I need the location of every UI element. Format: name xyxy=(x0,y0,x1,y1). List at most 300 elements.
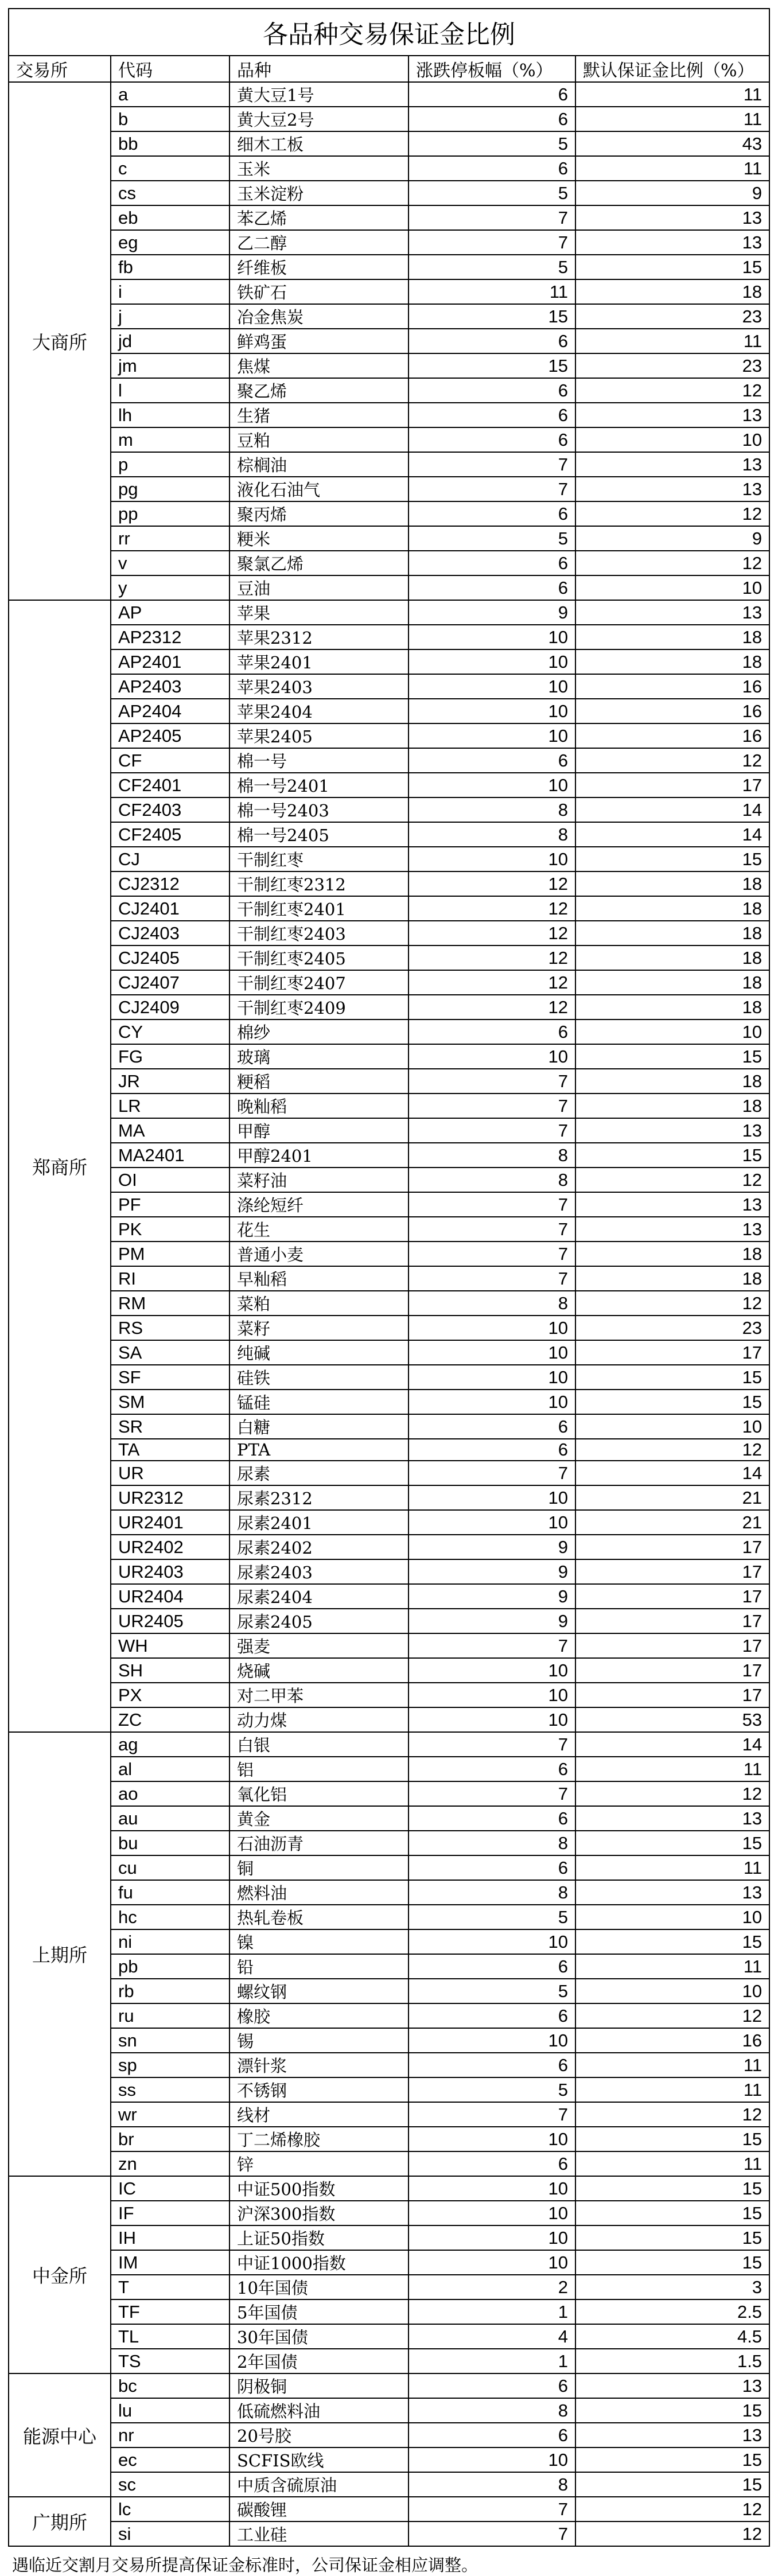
table-row xyxy=(9,205,769,230)
limit-cell: 6 xyxy=(409,107,575,131)
code-cell: fb xyxy=(111,255,229,279)
table-row xyxy=(9,2324,769,2349)
code-cell: TA xyxy=(111,1439,229,1461)
product-cell: 苹果2312 xyxy=(229,625,409,649)
product-cell: 粳米 xyxy=(229,526,409,551)
code-cell: m xyxy=(111,427,229,452)
page-title: 各品种交易保证金比例 xyxy=(9,9,769,56)
margin-cell: 13 xyxy=(575,477,769,501)
limit-cell: 10 xyxy=(409,1510,575,1535)
limit-cell: 7 xyxy=(409,2102,575,2127)
product-cell: 干制红枣2405 xyxy=(229,945,409,970)
margin-cell: 11 xyxy=(575,1954,769,1979)
table-row xyxy=(9,1044,769,1069)
product-cell: 20号胶 xyxy=(229,2423,409,2447)
code-cell: ru xyxy=(111,2003,229,2028)
product-cell: 强麦 xyxy=(229,1633,409,1658)
margin-cell: 18 xyxy=(575,279,769,304)
margin-cell: 12 xyxy=(575,1439,769,1461)
code-cell: b xyxy=(111,107,229,131)
limit-cell: 6 xyxy=(409,427,575,452)
table-row xyxy=(9,378,769,403)
product-cell: SCFIS欧线 xyxy=(229,2447,409,2472)
product-cell: 阴极铜 xyxy=(229,2373,409,2398)
margin-cell: 17 xyxy=(575,1340,769,1365)
table-row xyxy=(9,1461,769,1485)
code-cell: UR2405 xyxy=(111,1609,229,1633)
exchange-cell: 郑商所 xyxy=(9,600,111,1732)
limit-cell: 10 xyxy=(409,2447,575,2472)
table-row xyxy=(9,2225,769,2250)
table-row xyxy=(9,2373,769,2398)
product-cell: 尿素2403 xyxy=(229,1559,409,1584)
margin-cell: 17 xyxy=(575,1584,769,1609)
margin-cell: 13 xyxy=(575,205,769,230)
margin-cell: 11 xyxy=(575,329,769,353)
product-cell: 碳酸锂 xyxy=(229,2497,409,2521)
limit-cell: 7 xyxy=(409,1217,575,1242)
table-row xyxy=(9,427,769,452)
margin-cell: 18 xyxy=(575,995,769,1019)
limit-cell: 6 xyxy=(409,2003,575,2028)
product-cell: 硅铁 xyxy=(229,1365,409,1390)
code-cell: SR xyxy=(111,1414,229,1439)
margin-cell: 18 xyxy=(575,1069,769,1094)
table-row xyxy=(9,1880,769,1905)
table-row xyxy=(9,1757,769,1781)
product-cell: 棉一号2401 xyxy=(229,773,409,797)
limit-cell: 7 xyxy=(409,1732,575,1757)
margin-cell: 18 xyxy=(575,896,769,921)
limit-cell: 10 xyxy=(409,649,575,674)
table-row xyxy=(9,2176,769,2201)
margin-cell: 23 xyxy=(575,1316,769,1340)
margin-cell: 17 xyxy=(575,1633,769,1658)
limit-cell: 8 xyxy=(409,1168,575,1192)
code-cell: lh xyxy=(111,403,229,427)
margin-cell: 3 xyxy=(575,2275,769,2299)
table-row xyxy=(9,1069,769,1094)
header-product: 品种 xyxy=(229,56,409,82)
code-cell: FG xyxy=(111,1044,229,1069)
limit-cell: 7 xyxy=(409,1242,575,1266)
margin-cell: 43 xyxy=(575,131,769,156)
limit-cell: 10 xyxy=(409,847,575,871)
product-cell: 尿素2405 xyxy=(229,1609,409,1633)
table-row xyxy=(9,1905,769,1929)
table-row xyxy=(9,1683,769,1707)
table-row xyxy=(9,1192,769,1217)
limit-cell: 15 xyxy=(409,353,575,378)
product-cell: 棉一号2405 xyxy=(229,822,409,847)
code-cell: cu xyxy=(111,1855,229,1880)
table-row xyxy=(9,1707,769,1732)
limit-cell: 7 xyxy=(409,1094,575,1118)
product-cell: 白银 xyxy=(229,1732,409,1757)
table-row xyxy=(9,107,769,131)
product-cell: 中证500指数 xyxy=(229,2176,409,2201)
margin-cell: 10 xyxy=(575,1414,769,1439)
header-limit: 涨跌停板幅（%） xyxy=(409,56,575,82)
margin-cell: 15 xyxy=(575,255,769,279)
margin-cell: 10 xyxy=(575,575,769,600)
product-cell: 花生 xyxy=(229,1217,409,1242)
limit-cell: 10 xyxy=(409,723,575,748)
footnote: 遇临近交割月交易所提高保证金标准时，公司保证金相应调整。 xyxy=(12,2555,479,2575)
table-row xyxy=(9,649,769,674)
table-row xyxy=(9,1609,769,1633)
code-cell: PF xyxy=(111,1192,229,1217)
margin-cell: 17 xyxy=(575,773,769,797)
code-cell: fu xyxy=(111,1880,229,1905)
margin-cell: 17 xyxy=(575,1535,769,1559)
product-cell: 普通小麦 xyxy=(229,1242,409,1266)
product-cell: 苯乙烯 xyxy=(229,205,409,230)
product-cell: 尿素2404 xyxy=(229,1584,409,1609)
code-cell: UR2401 xyxy=(111,1510,229,1535)
limit-cell: 6 xyxy=(409,2373,575,2398)
product-cell: 线材 xyxy=(229,2102,409,2127)
table-row xyxy=(9,847,769,871)
limit-cell: 5 xyxy=(409,2077,575,2102)
table-row xyxy=(9,526,769,551)
product-cell: 烧碱 xyxy=(229,1658,409,1683)
table-row xyxy=(9,1658,769,1683)
code-cell: AP2401 xyxy=(111,649,229,674)
code-cell: sn xyxy=(111,2028,229,2053)
code-cell: i xyxy=(111,279,229,304)
code-cell: bc xyxy=(111,2373,229,2398)
limit-cell: 6 xyxy=(409,1439,575,1461)
limit-cell: 12 xyxy=(409,945,575,970)
product-cell: 锰硅 xyxy=(229,1390,409,1414)
limit-cell: 9 xyxy=(409,600,575,625)
limit-cell: 9 xyxy=(409,1559,575,1584)
product-cell: 10年国债 xyxy=(229,2275,409,2299)
margin-cell: 12 xyxy=(575,2102,769,2127)
code-cell: jm xyxy=(111,353,229,378)
limit-cell: 6 xyxy=(409,403,575,427)
product-cell: 橡胶 xyxy=(229,2003,409,2028)
product-cell: 动力煤 xyxy=(229,1707,409,1732)
code-cell: TS xyxy=(111,2349,229,2373)
product-cell: 玉米 xyxy=(229,156,409,181)
limit-cell: 6 xyxy=(409,156,575,181)
product-cell: 豆粕 xyxy=(229,427,409,452)
product-cell: 尿素2401 xyxy=(229,1510,409,1535)
limit-cell: 7 xyxy=(409,1266,575,1291)
limit-cell: 5 xyxy=(409,131,575,156)
margin-cell: 13 xyxy=(575,1118,769,1143)
table-row xyxy=(9,181,769,205)
code-cell: ag xyxy=(111,1732,229,1757)
product-cell: 尿素2312 xyxy=(229,1485,409,1510)
product-cell: 早籼稻 xyxy=(229,1266,409,1291)
margin-cell: 14 xyxy=(575,1732,769,1757)
limit-cell: 10 xyxy=(409,1707,575,1732)
margin-cell: 11 xyxy=(575,2077,769,2102)
table-row xyxy=(9,501,769,526)
product-cell: 工业硅 xyxy=(229,2521,409,2546)
margin-cell: 18 xyxy=(575,1242,769,1266)
table-row xyxy=(9,353,769,378)
limit-cell: 6 xyxy=(409,748,575,773)
table-row xyxy=(9,2349,769,2373)
code-cell: T xyxy=(111,2275,229,2299)
exchange-cell: 中金所 xyxy=(9,2176,111,2373)
header-exchange: 交易所 xyxy=(9,56,111,82)
limit-cell: 10 xyxy=(409,1485,575,1510)
table-row xyxy=(9,2275,769,2299)
limit-cell: 7 xyxy=(409,1633,575,1658)
margin-cell: 18 xyxy=(575,945,769,970)
table-row xyxy=(9,1019,769,1044)
table-row xyxy=(9,871,769,896)
code-cell: rb xyxy=(111,1979,229,2003)
margin-cell: 11 xyxy=(575,1757,769,1781)
table-row xyxy=(9,1855,769,1880)
margin-cell: 14 xyxy=(575,1461,769,1485)
table-row xyxy=(9,230,769,255)
margin-cell: 15 xyxy=(575,1143,769,1168)
limit-cell: 8 xyxy=(409,2472,575,2497)
title-row xyxy=(9,9,769,56)
product-cell: 沪深300指数 xyxy=(229,2201,409,2225)
limit-cell: 5 xyxy=(409,1905,575,1929)
code-cell: cs xyxy=(111,181,229,205)
product-cell: 粳稻 xyxy=(229,1069,409,1094)
code-cell: SH xyxy=(111,1658,229,1683)
product-cell: 白糖 xyxy=(229,1414,409,1439)
product-cell: 焦煤 xyxy=(229,353,409,378)
table-row xyxy=(9,600,769,625)
margin-cell: 10 xyxy=(575,1905,769,1929)
code-cell: PK xyxy=(111,1217,229,1242)
margin-cell: 10 xyxy=(575,1019,769,1044)
margin-cell: 13 xyxy=(575,230,769,255)
product-cell: 干制红枣 xyxy=(229,847,409,871)
table-row xyxy=(9,1168,769,1192)
margin-cell: 21 xyxy=(575,1485,769,1510)
code-cell: si xyxy=(111,2521,229,2546)
margin-cell: 11 xyxy=(575,1855,769,1880)
table-row xyxy=(9,995,769,1019)
code-cell: UR2403 xyxy=(111,1559,229,1584)
margin-cell: 13 xyxy=(575,2373,769,2398)
limit-cell: 10 xyxy=(409,1683,575,1707)
limit-cell: 8 xyxy=(409,1880,575,1905)
table-row xyxy=(9,403,769,427)
product-cell: 对二甲苯 xyxy=(229,1683,409,1707)
table-row xyxy=(9,2028,769,2053)
table-row xyxy=(9,1633,769,1658)
margin-cell: 53 xyxy=(575,1707,769,1732)
table-row xyxy=(9,1510,769,1535)
margin-cell: 12 xyxy=(575,1168,769,1192)
header-code: 代码 xyxy=(111,56,229,82)
code-cell: CF2403 xyxy=(111,797,229,822)
code-cell: rr xyxy=(111,526,229,551)
code-cell: LR xyxy=(111,1094,229,1118)
product-cell: 尿素2402 xyxy=(229,1535,409,1559)
limit-cell: 8 xyxy=(409,1291,575,1316)
margin-cell: 17 xyxy=(575,1683,769,1707)
table-row xyxy=(9,896,769,921)
product-cell: 中证1000指数 xyxy=(229,2250,409,2275)
table-row xyxy=(9,452,769,477)
limit-cell: 7 xyxy=(409,452,575,477)
margin-cell: 9 xyxy=(575,526,769,551)
limit-cell: 6 xyxy=(409,1019,575,1044)
limit-cell: 10 xyxy=(409,1365,575,1390)
margin-cell: 13 xyxy=(575,600,769,625)
table-row xyxy=(9,1979,769,2003)
code-cell: CJ2401 xyxy=(111,896,229,921)
limit-cell: 10 xyxy=(409,699,575,723)
product-cell: 晚籼稻 xyxy=(229,1094,409,1118)
code-cell: RM xyxy=(111,1291,229,1316)
limit-cell: 6 xyxy=(409,1757,575,1781)
table-row xyxy=(9,2053,769,2077)
code-cell: au xyxy=(111,1806,229,1831)
table-row xyxy=(9,2398,769,2423)
limit-cell: 7 xyxy=(409,1781,575,1806)
limit-cell: 10 xyxy=(409,625,575,649)
code-cell: ao xyxy=(111,1781,229,1806)
code-cell: br xyxy=(111,2127,229,2151)
product-cell: 涤纶短纤 xyxy=(229,1192,409,1217)
margin-cell: 11 xyxy=(575,107,769,131)
code-cell: PM xyxy=(111,1242,229,1266)
margin-cell: 9 xyxy=(575,181,769,205)
code-cell: IC xyxy=(111,2176,229,2201)
product-cell: 丁二烯橡胶 xyxy=(229,2127,409,2151)
product-cell: 干制红枣2409 xyxy=(229,995,409,1019)
exchange-cell: 大商所 xyxy=(9,82,111,600)
code-cell: TL xyxy=(111,2324,229,2349)
code-cell: RS xyxy=(111,1316,229,1340)
product-cell: 中质含硫原油 xyxy=(229,2472,409,2497)
margin-cell: 12 xyxy=(575,2497,769,2521)
product-cell: 甲醇2401 xyxy=(229,1143,409,1168)
limit-cell: 15 xyxy=(409,304,575,329)
code-cell: AP xyxy=(111,600,229,625)
code-cell: eb xyxy=(111,205,229,230)
limit-cell: 1 xyxy=(409,2299,575,2324)
product-cell: 生猪 xyxy=(229,403,409,427)
code-cell: v xyxy=(111,551,229,575)
limit-cell: 8 xyxy=(409,1143,575,1168)
product-cell: 干制红枣2407 xyxy=(229,970,409,995)
margin-cell: 15 xyxy=(575,1831,769,1855)
code-cell: sc xyxy=(111,2472,229,2497)
margin-cell: 17 xyxy=(575,1559,769,1584)
code-cell: ZC xyxy=(111,1707,229,1732)
table-row xyxy=(9,1390,769,1414)
table-row xyxy=(9,1414,769,1439)
limit-cell: 8 xyxy=(409,2398,575,2423)
product-cell: 尿素 xyxy=(229,1461,409,1485)
margin-cell: 2.5 xyxy=(575,2299,769,2324)
code-cell: bu xyxy=(111,1831,229,1855)
limit-cell: 6 xyxy=(409,575,575,600)
product-cell: 黄大豆2号 xyxy=(229,107,409,131)
margin-cell: 18 xyxy=(575,871,769,896)
limit-cell: 6 xyxy=(409,501,575,526)
limit-cell: 5 xyxy=(409,526,575,551)
limit-cell: 10 xyxy=(409,2176,575,2201)
margin-cell: 11 xyxy=(575,2053,769,2077)
limit-cell: 4 xyxy=(409,2324,575,2349)
limit-cell: 7 xyxy=(409,2497,575,2521)
limit-cell: 9 xyxy=(409,1535,575,1559)
limit-cell: 10 xyxy=(409,1340,575,1365)
table-row xyxy=(9,329,769,353)
limit-cell: 5 xyxy=(409,1979,575,2003)
product-cell: 聚乙烯 xyxy=(229,378,409,403)
code-cell: UR2312 xyxy=(111,1485,229,1510)
code-cell: sp xyxy=(111,2053,229,2077)
table-row xyxy=(9,1094,769,1118)
code-cell: MA xyxy=(111,1118,229,1143)
code-cell: ss xyxy=(111,2077,229,2102)
margin-cell: 15 xyxy=(575,1044,769,1069)
product-cell: 豆油 xyxy=(229,575,409,600)
table-row xyxy=(9,2299,769,2324)
table-row xyxy=(9,131,769,156)
product-cell: 苹果2403 xyxy=(229,674,409,699)
table-row xyxy=(9,674,769,699)
table-row xyxy=(9,2127,769,2151)
margin-cell: 15 xyxy=(575,847,769,871)
table-row xyxy=(9,1291,769,1316)
margin-cell: 15 xyxy=(575,1390,769,1414)
table-row xyxy=(9,2151,769,2176)
code-cell: WH xyxy=(111,1633,229,1658)
limit-cell: 7 xyxy=(409,205,575,230)
limit-cell: 6 xyxy=(409,1806,575,1831)
product-cell: 热轧卷板 xyxy=(229,1905,409,1929)
code-cell: jd xyxy=(111,329,229,353)
margin-cell: 12 xyxy=(575,1291,769,1316)
product-cell: 干制红枣2312 xyxy=(229,871,409,896)
product-cell: 锡 xyxy=(229,2028,409,2053)
margin-cell: 12 xyxy=(575,378,769,403)
margin-cell: 10 xyxy=(575,427,769,452)
table-row xyxy=(9,970,769,995)
code-cell: lu xyxy=(111,2398,229,2423)
product-cell: 燃料油 xyxy=(229,1880,409,1905)
table-row xyxy=(9,255,769,279)
code-cell: CF xyxy=(111,748,229,773)
table-row xyxy=(9,2102,769,2127)
table-row xyxy=(9,822,769,847)
limit-cell: 10 xyxy=(409,1658,575,1683)
margin-cell: 10 xyxy=(575,1979,769,2003)
table-row xyxy=(9,1365,769,1390)
margin-cell: 11 xyxy=(575,2151,769,2176)
margin-cell: 15 xyxy=(575,2176,769,2201)
table-row xyxy=(9,1217,769,1242)
code-cell: OI xyxy=(111,1168,229,1192)
table-row xyxy=(9,304,769,329)
table-row xyxy=(9,1266,769,1291)
product-cell: 菜粕 xyxy=(229,1291,409,1316)
code-cell: CJ2405 xyxy=(111,945,229,970)
limit-cell: 2 xyxy=(409,2275,575,2299)
limit-cell: 5 xyxy=(409,255,575,279)
table-row xyxy=(9,2201,769,2225)
